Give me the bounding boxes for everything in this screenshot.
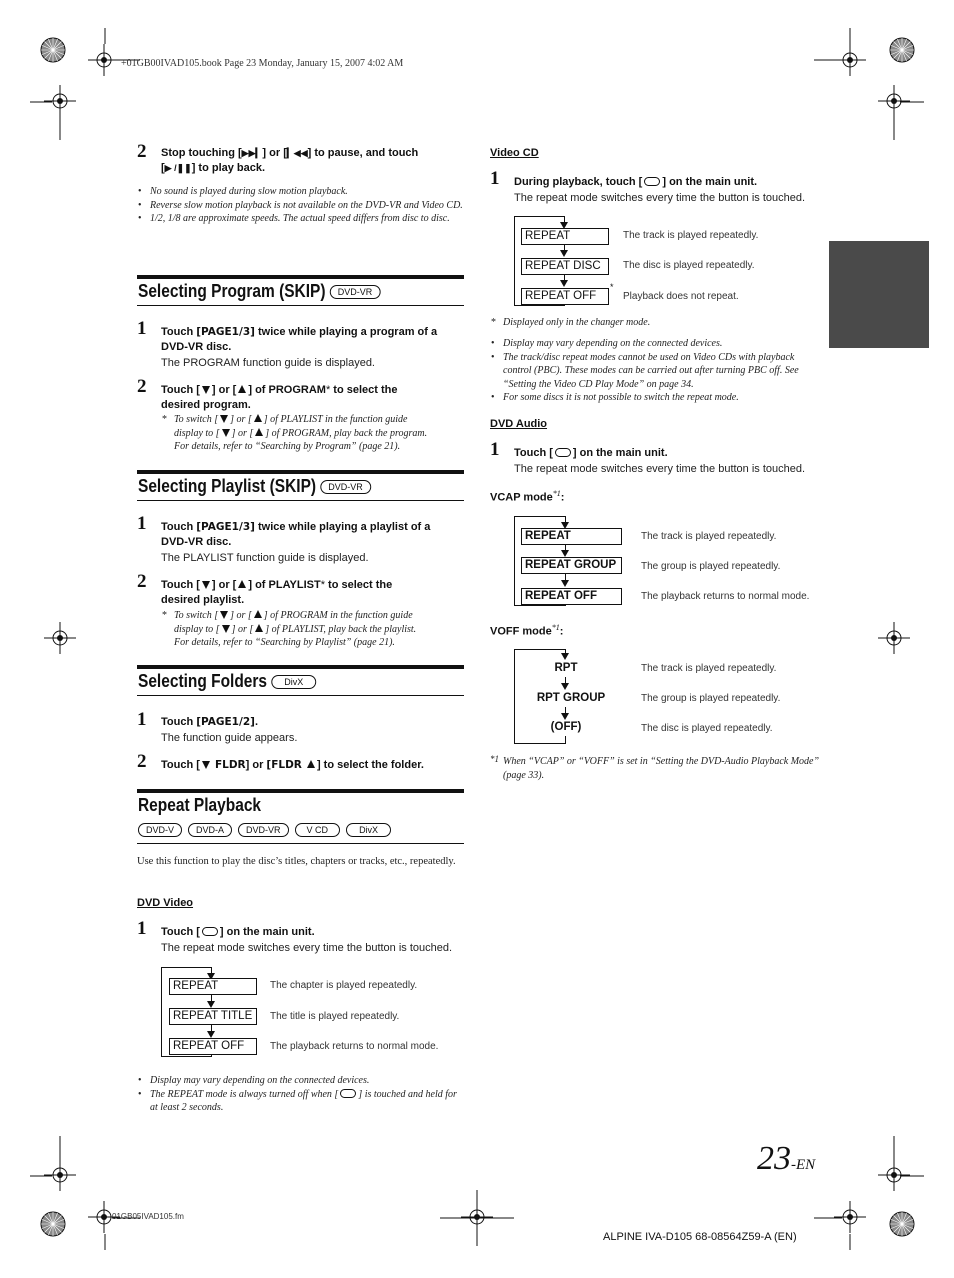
flow-arrow (561, 580, 569, 587)
flow-loop-line (514, 516, 565, 517)
note-item: • Display may vary depending on the connected devices. (490, 337, 822, 351)
flow-arrow (207, 1001, 215, 1008)
section-title-repeat: Repeat Playback (138, 795, 262, 815)
step-number: 1 (490, 439, 500, 460)
flow-loop-line (514, 605, 565, 606)
note-item: • The track/disc repeat modes cannot be used on Video CDs with playback control (PBC). These modes can be carried out after turning PBC off. See “Setting the Video CD Play Mode” on page 34. (490, 351, 822, 392)
step-number: 2 (137, 376, 147, 397)
step-description: The repeat mode switches every time the button is touched. (514, 192, 806, 204)
mode-box: REPEAT DISC (521, 258, 609, 275)
flow-loop-line (514, 305, 564, 306)
mode-description: The track is played repeatedly. (623, 230, 759, 241)
mode-box: REPEAT (169, 978, 257, 995)
flow-loop-line (514, 743, 565, 744)
mode-label: RPT (520, 662, 612, 674)
step-description: The repeat mode switches every time the button is touched. (161, 942, 453, 954)
book-header: +01GB00IVAD105.book Page 23 Monday, January 15, 2007 4:02 AM (121, 58, 404, 69)
voff-mode-label: VOFF mode$^{*1}$: (490, 623, 564, 638)
flow-arrow (561, 653, 569, 660)
section-title-program: Selecting Program (SKIP) DVD-VR (138, 280, 373, 302)
flow-loop-line (514, 649, 515, 744)
flow-arrow (561, 550, 569, 557)
vcap-mode-label: VCAP mode$^{*1}$: (490, 489, 565, 504)
step-description: The PROGRAM function guide is displayed. (161, 357, 375, 369)
dvd-a-badge: DVD-A (188, 823, 232, 837)
footer-file: 01GB05IVAD105.fm (112, 1212, 184, 1221)
mode-box: REPEAT OFF (169, 1038, 257, 1055)
note-item: • The REPEAT mode is always turned off when [ ] is touched and held for at least 2 seconds. (137, 1088, 467, 1115)
format-badges (138, 823, 391, 837)
flow-loop-line (514, 216, 564, 217)
intro-text: Use this function to play the disc’s titles, chapters or tracks, etc., repeatedly. (137, 856, 456, 867)
section-rule (137, 500, 464, 501)
mode-description: The group is played repeatedly. (641, 693, 781, 704)
note-item: • Display may vary depending on the connected devices. (137, 1074, 467, 1088)
flow-loop-line (514, 216, 515, 306)
section-rule (137, 789, 464, 793)
mode-label: (OFF) (536, 721, 596, 733)
mode-box: REPEAT GROUP (521, 557, 622, 574)
flow-loop-line (565, 736, 566, 744)
notes-list (490, 337, 822, 405)
dvd-vr-badge: DVD-VR (320, 480, 370, 494)
repeat-loop-icon (644, 177, 660, 186)
section-rule (137, 665, 464, 669)
mode-description: The playback returns to normal mode. (270, 1041, 439, 1052)
section-title-playlist: Selecting Playlist (SKIP) DVD-VR (138, 475, 364, 497)
step-text: Touch [PAGE1/3] twice while playing a playlist of a DVD-VR disc. (161, 521, 431, 548)
video-cd-label: Video CD (490, 147, 539, 159)
divx-badge: DivX (271, 675, 316, 689)
mode-box: REPEAT OFF (521, 588, 622, 605)
step-number: 1 (137, 709, 147, 730)
step-note: * To switch [ ] or [ ] of PLAYLIST in the function guide display to [ ] or [ ] of PROGRAM, play back the program. For details, refer to “Searching by Program” (page 21). (161, 413, 471, 454)
note-item: • No sound is played during slow motion playback. (137, 185, 467, 199)
step-description: The repeat mode switches every time the button is touched. (514, 463, 806, 475)
step-note: * To switch [ ] or [ ] of PROGRAM in the function guide display to [ ] or [ ] of PLAYLIST, play back the playlist. For details, refer to “Searching by Playlist” (page 21). (161, 609, 471, 650)
mode-description: The track is played repeatedly. (641, 663, 777, 674)
mode-description: The title is played repeatedly. (270, 1011, 400, 1022)
flow-arrow (561, 683, 569, 690)
flow-arrow (207, 1031, 215, 1038)
step-text: Touch [PAGE1/3] twice while playing a program of a DVD-VR disc. (161, 326, 438, 353)
step-number: 1 (137, 513, 147, 534)
note-item: • For some discs it is not possible to switch the repeat mode. (490, 391, 822, 405)
mode-description: The chapter is played repeatedly. (270, 980, 418, 991)
step-number: 1 (137, 318, 147, 339)
step-number: 2 (137, 751, 147, 772)
section-rule (137, 843, 464, 844)
step-description: The PLAYLIST function guide is displayed. (161, 552, 369, 564)
flow-loop-line (514, 516, 515, 606)
step-text: Touch [ ] on the main unit. (161, 926, 315, 938)
step-text: Touch [ FLDR] or [FLDR ] to select the folder. (161, 759, 424, 771)
section-title-folders: Selecting Folders DivX (138, 670, 310, 692)
step-number: 2 (137, 571, 147, 592)
flow-arrow (560, 250, 568, 257)
step-number: 2 (137, 141, 147, 162)
step-text: Touch [ ] on the main unit. (514, 447, 668, 459)
mode-description: The track is played repeatedly. (641, 531, 777, 542)
step-number: 1 (137, 918, 147, 939)
dvd-vr-badge: DVD-VR (330, 285, 380, 299)
section-rule (137, 470, 464, 474)
mode-box: REPEAT TITLE (169, 1008, 257, 1025)
step-text: Stop touching [▶▶▎] or [▎◀◀] to pause, and touch [▶ /❚❚] to play back. (161, 147, 419, 174)
flow-loop-line (514, 649, 565, 650)
flow-loop-line (211, 1055, 212, 1057)
repeat-loop-icon (555, 448, 571, 457)
step-description: The function guide appears. (161, 732, 298, 744)
mode-description: The playback returns to normal mode. (641, 591, 810, 602)
asterisk-mark: * (610, 282, 614, 292)
flow-loop-line (161, 967, 211, 968)
section-rule (137, 305, 464, 306)
page-number: 23-EN (757, 1140, 816, 1177)
flow-loop-line (161, 1056, 211, 1057)
notes-list (137, 185, 467, 226)
side-tab (829, 241, 929, 348)
step-text: Touch [PAGE1/2]. (161, 716, 258, 728)
note-item: • Reverse slow motion playback is not available on the DVD-VR and Video CD. (137, 199, 467, 213)
step-text: During playback, touch [ ] on the main unit. (514, 176, 758, 188)
dvd-v-badge: DVD-V (138, 823, 182, 837)
mode-description: The disc is played repeatedly. (641, 723, 773, 734)
step-number: 1 (490, 168, 500, 189)
repeat-loop-icon (202, 927, 218, 936)
footnote: * Displayed only in the changer mode. (490, 316, 820, 330)
mode-box: REPEAT OFF (521, 288, 609, 305)
section-rule (137, 275, 464, 279)
step-text: Touch [ ] or [ ] of PROGRAM* to select the desired program. (161, 384, 398, 411)
mode-description: The group is played repeatedly. (641, 561, 781, 572)
flow-loop-line (161, 967, 162, 1057)
mode-box: REPEAT (521, 528, 622, 545)
footnote: *1 When “VCAP” or “VOFF” is set in “Setting the DVD-Audio Playback Mode” (page 33). (490, 754, 820, 781)
footer-model: ALPINE IVA-D105 68-08564Z59-A (EN) (603, 1231, 797, 1243)
vcd-badge: V CD (295, 823, 341, 837)
mode-box: REPEAT (521, 228, 609, 245)
divx-badge: DivX (346, 823, 391, 837)
mode-label: RPT GROUP (520, 692, 622, 704)
repeat-loop-icon (340, 1089, 356, 1098)
mode-description: Playback does not repeat. (623, 291, 739, 302)
dvd-audio-label: DVD Audio (490, 418, 548, 430)
notes-list (137, 1074, 467, 1115)
section-rule (137, 695, 464, 696)
note-item: • 1/2, 1/8 are approximate speeds. The actual speed differs from disc to disc. (137, 212, 467, 226)
flow-arrow (561, 713, 569, 720)
mode-description: The disc is played repeatedly. (623, 260, 755, 271)
dvd-video-label: DVD Video (137, 897, 194, 909)
flow-arrow (560, 280, 568, 287)
dvd-vr-badge: DVD-VR (238, 823, 289, 837)
step-text: Touch [ ] or [ ] of PLAYLIST* to select the desired playlist. (161, 579, 393, 606)
